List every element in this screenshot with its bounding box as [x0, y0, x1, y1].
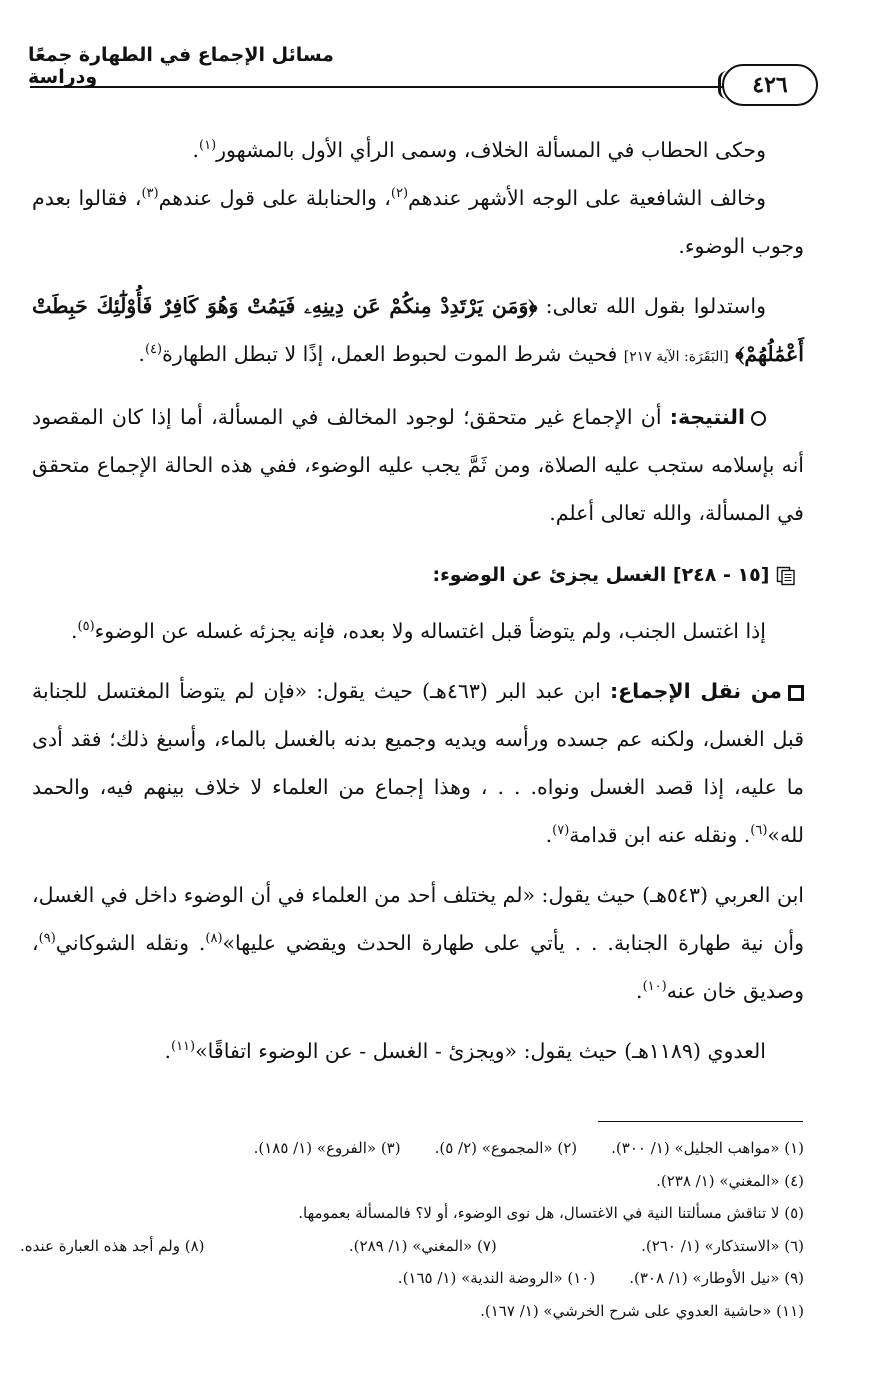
pages-icon	[776, 566, 796, 586]
paragraph-result: النتيجة: أن الإجماع غير متحقق؛ لوجود المخالف في المسألة، أما إذا كان المقصود أنه بإسلامه ستجب عليه الصلاة، ومن ثَمَّ يجب عليه الوضوء، ففي هذه الحالة الإجماع متحقق في المسألة، والله تعالى أعلم.	[32, 405, 804, 525]
main-text	[32, 126, 804, 1075]
footnote-7: (٧) «المغني» (١/ ٢٨٩).	[348, 1236, 497, 1255]
section-heading	[32, 551, 804, 599]
running-title: مسائل الإجماع في الطهارة جمعًا ودراسة	[28, 44, 334, 88]
verse-citation: [البَقَرَة: الآية ٢١٧]	[623, 349, 729, 365]
result-label: النتيجة:	[669, 405, 745, 429]
footnote-rule	[598, 1121, 803, 1122]
footnote-6: (٦) «الاستذكار» (١/ ٢٦٠).	[641, 1236, 804, 1255]
footnote-row	[20, 1295, 804, 1328]
circle-marker-icon	[751, 411, 766, 426]
footnote-5: (٥) لا تناقش مسألتنا النية في الاغتسال، هل نوى الوضوء، أو لا؟ فالمسألة بعمومها.	[298, 1204, 804, 1222]
footnote-row	[20, 1262, 804, 1295]
footnote-ref[interactable]: (١)	[199, 138, 217, 154]
section-title: [١٥ - ٢٤٨] الغسل يجزئ عن الوضوء:	[432, 564, 770, 586]
footnote-8: (٨) ولم أجد هذه العبارة عنده.	[20, 1236, 205, 1255]
paragraph-ibn-al-arabi: ابن العربي (٥٤٣هـ) حيث يقول: «لم يختلف أحد من العلماء في أن الوضوء داخل في الغسل، وأن نية طهارة الجنابة. . . يأتي على طهارة الحدث ويقضي عليها»$^{(٨)}$. ونقله الشوكاني$^{(٩)}$، وصديق خان عنه$^{(١٠)}$.	[32, 883, 805, 1003]
paragraph-hattab: وحكى الحطاب في المسألة الخلاف، وسمى الرأي الأول بالمشهور$^{(١)}$.	[192, 138, 766, 162]
footnote-ref[interactable]: (٧)	[552, 823, 570, 839]
square-marker-icon	[788, 685, 804, 701]
paragraph-adawi: العدوي (١١٨٩هـ) حيث يقول: «ويجزئ - الغسل - عن الوضوء اتفاقًا»$^{(١١)}$.	[164, 1039, 766, 1063]
paragraph-ibn-abd-al-barr: من نقل الإجماع: ابن عبد البر (٤٦٣هـ) حيث يقول: «فإن لم يتوضأ المغتسل للجنابة قبل الغسل، ولكنه عم جسده ورأسه ويديه وجميع بدنه بالغسل بالماء، وأسبغ ذلك؛ فقد أدى ما عليه، إذا قصد الغسل ونواه. . . ، وهذا إجماع من العلماء لا خلاف بينهم فيه، والحمد لله»$^{(٦)}$. ونقله عنه ابن قدامة$^{(٧)}$.	[32, 679, 804, 847]
footnote-ref[interactable]: (٦)	[750, 823, 768, 839]
quran-verse: ﴿وَمَن يَرْتَدِدْ مِنكُمْ عَن دِينِهِۦ فَيَمُتْ وَهُوَ كَافِرٌ فَأُوْلَٰٓئِكَ حَبِطَتْ أَعْمَٰلُهُمْ﴾	[32, 294, 804, 366]
footnote-row	[20, 1132, 804, 1165]
header-rule	[30, 86, 730, 88]
paragraph-evidence: واستدلوا بقول الله تعالى: ﴿وَمَن يَرْتَدِدْ مِنكُمْ عَن دِينِهِۦ فَيَمُتْ وَهُوَ كَافِرٌ فَأُوْلَٰٓئِكَ حَبِطَتْ أَعْمَٰلُهُمْ﴾ [البَقَرَة: الآية ٢١٧] فحيث شرط الموت لحبوط العمل، إذًا لا تبطل الطهارة$^{(٤)}$.	[32, 294, 804, 366]
footnote-9: (٩) «نيل الأوطار» (١/ ٣٠٨).	[629, 1269, 804, 1287]
footnote-ref[interactable]: (٩)	[38, 931, 56, 947]
footnote-ref[interactable]: (٥)	[77, 619, 95, 635]
footnote-4: (٤) «المغني» (١/ ٢٣٨).	[656, 1171, 804, 1190]
page-number: ٤٢٦	[722, 64, 818, 106]
footnote-ref[interactable]: (٤)	[144, 342, 163, 358]
footnote-row	[20, 1165, 804, 1198]
ijma-label: من نقل الإجماع:	[609, 679, 783, 703]
paragraph-ghusl: إذا اغتسل الجنب، ولم يتوضأ قبل اغتساله ولا بعده، فإنه يجزئه غسله عن الوضوء$^{(٥)}$.	[70, 619, 766, 643]
paragraph-shafiiyya: وخالف الشافعية على الوجه الأشهر عندهم$^{(٢)}$، والحنابلة على قول عندهم$^{(٣)}$، فقالوا بعدم وجوب الوضوء.	[32, 186, 804, 258]
footnote-row	[20, 1230, 804, 1263]
footnote-2: (٢) «المجموع» (٢/ ٥).	[434, 1139, 578, 1157]
footnote-3: (٣) «الفروع» (١/ ١٨٥).	[253, 1139, 401, 1157]
footnote-ref[interactable]: (١١)	[171, 1039, 196, 1055]
footnote-row	[20, 1197, 804, 1230]
footnote-ref[interactable]: (٣)	[141, 186, 159, 202]
footnote-ref[interactable]: (١٠)	[642, 979, 667, 995]
footnote-ref[interactable]: (٢)	[390, 186, 409, 202]
footnote-1: (١) «مواهب الجليل» (١/ ٣٠٠).	[611, 1139, 804, 1157]
footnotes	[20, 1132, 804, 1327]
footnote-ref[interactable]: (٨)	[205, 931, 223, 947]
footnote-10: (١٠) «الروضة الندية» (١/ ١٦٥).	[397, 1269, 596, 1287]
footnote-11: (١١) «حاشية العدوي على شرح الخرشي» (١/ ١٦٧).	[480, 1301, 804, 1320]
